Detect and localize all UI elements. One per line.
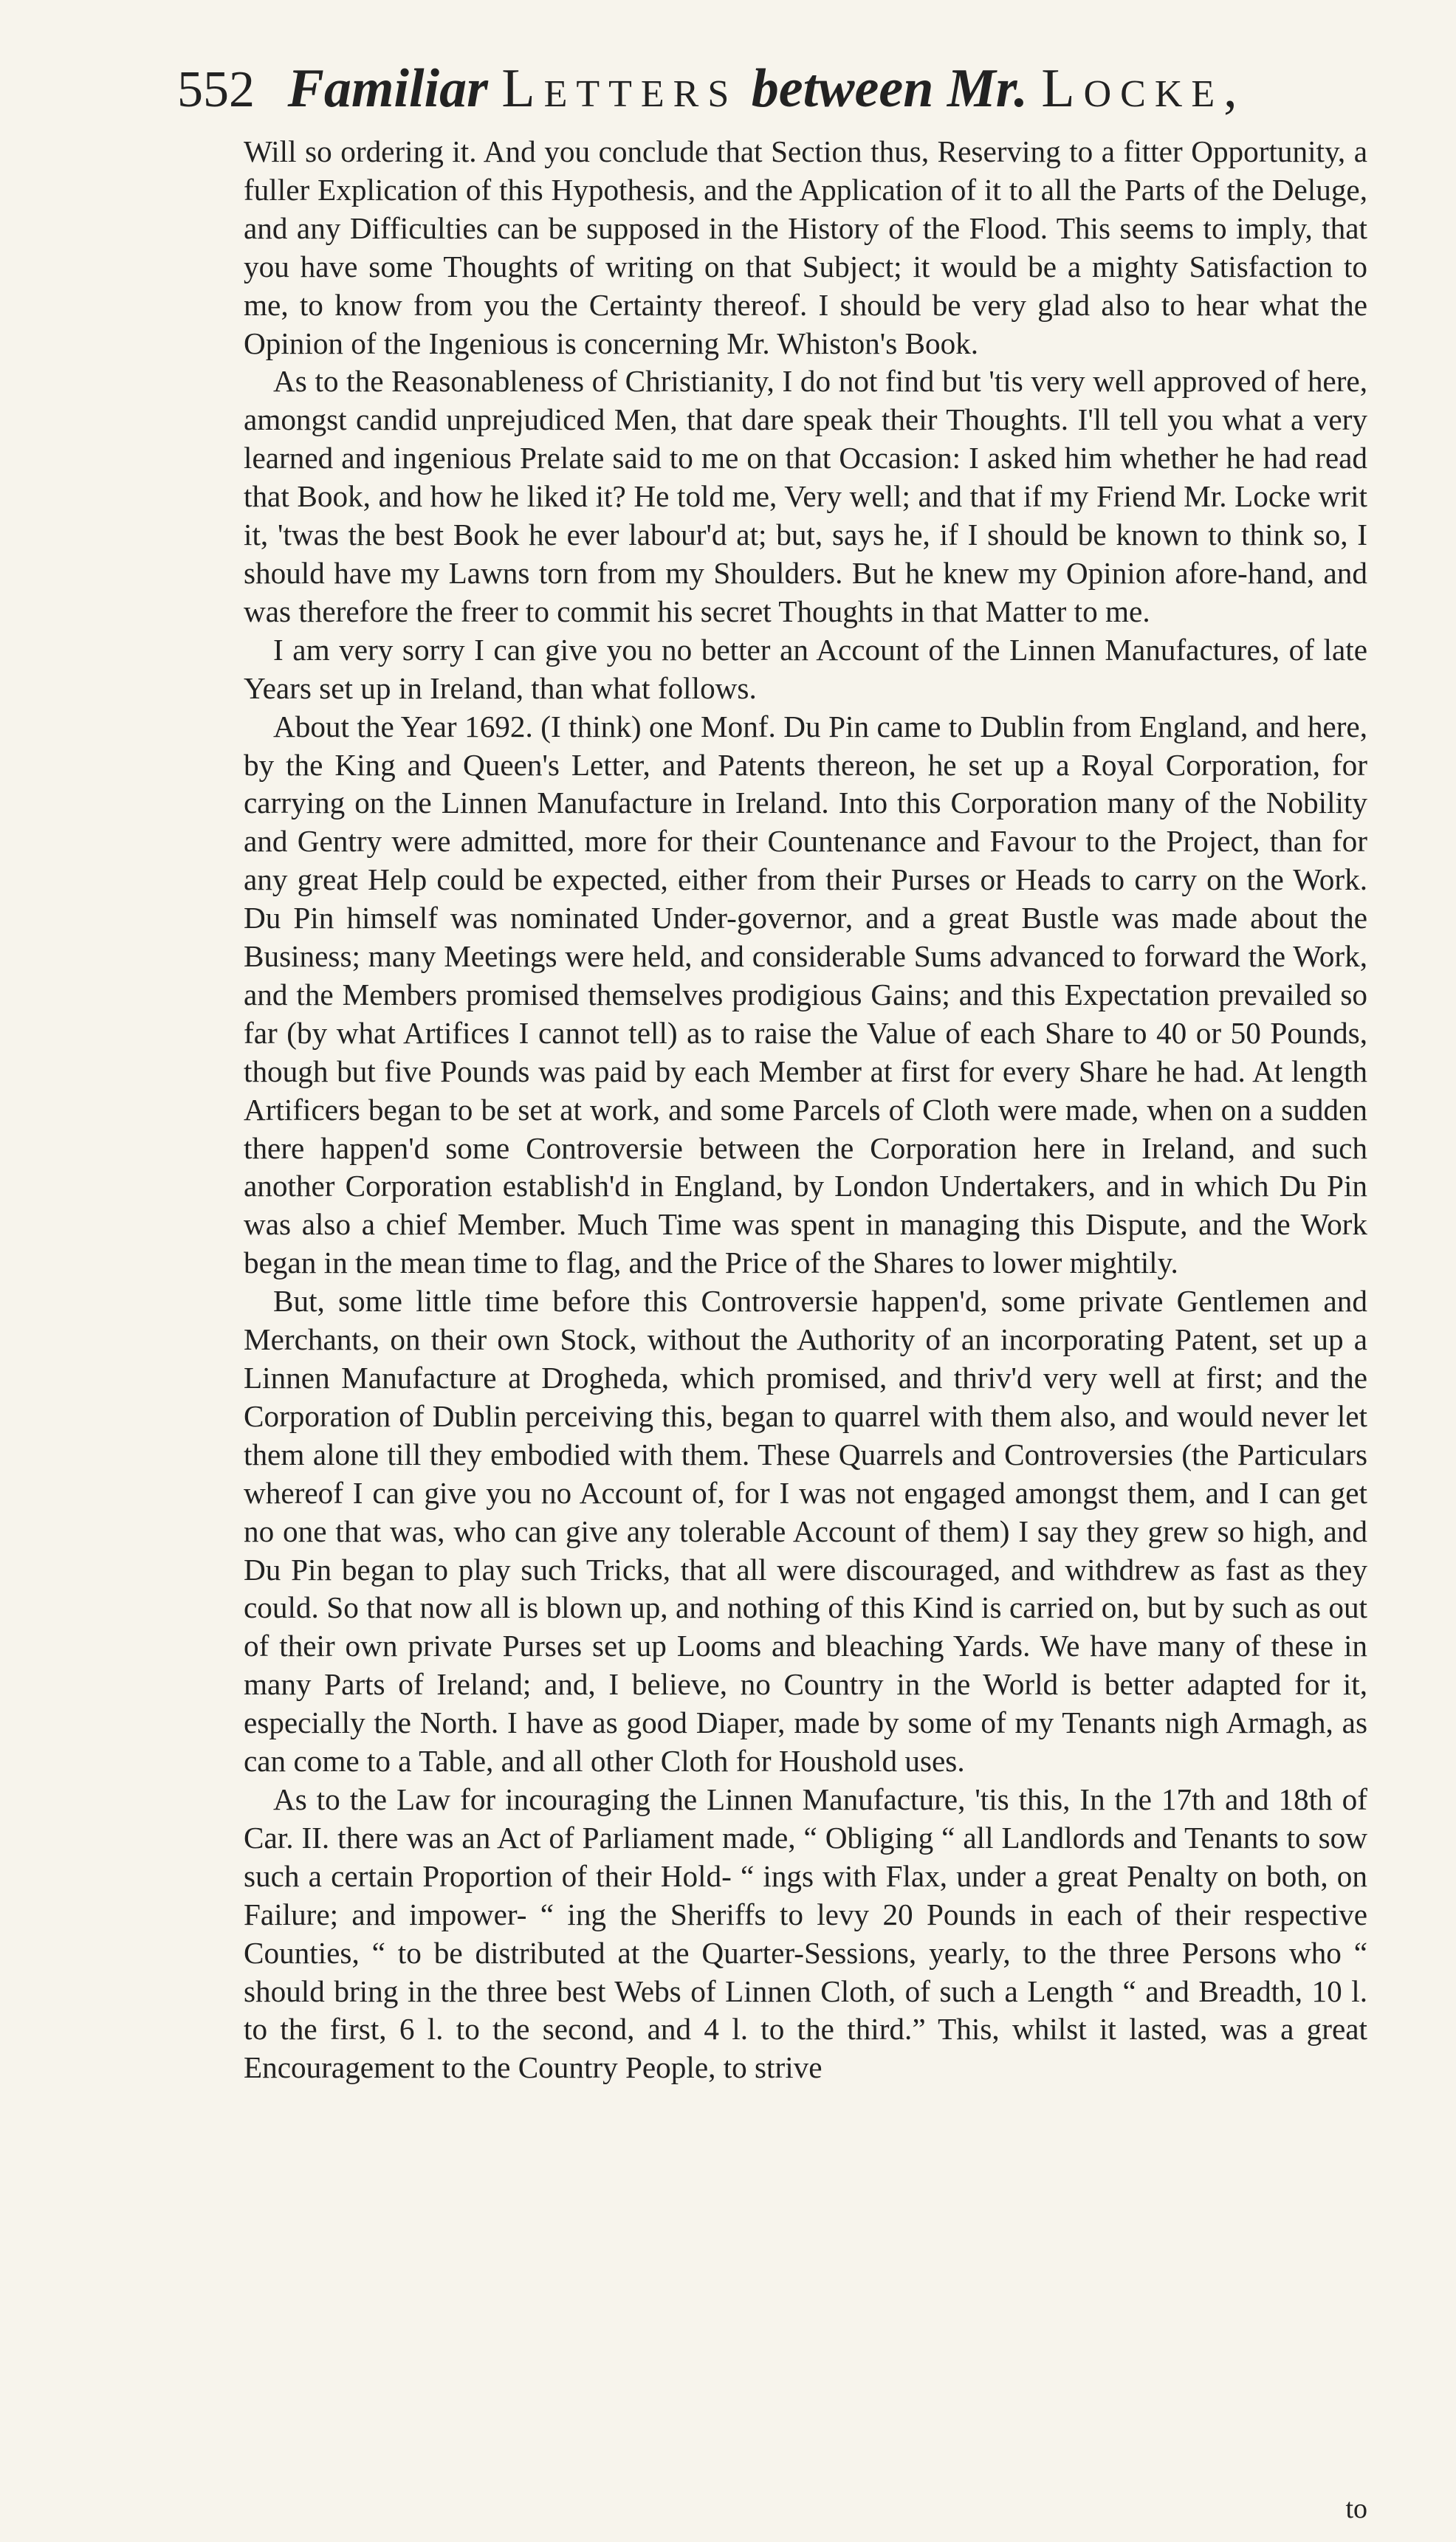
running-title-part: Letters <box>501 58 738 119</box>
paragraph: As to the Reasonableness of Christianity, I do not find but 'tis very well approved of here, amongst candid unprejudiced Men, that dare speak their Thoughts. I'll tell you what a very learned and ingenious Prelate said to me on that Occasion: I asked him whether he had read that Book, and how he liked it? He told me, Very well; and that if my Friend Mr. Locke writ it, 'twas the best Book he ever labour'd at; but, says he, if I should be known to think so, I should have my Lawns torn from my Shoulders. But he knew my Opinion afore-hand, and was therefore the freer to commit his secret Thoughts in that Matter to me. <box>244 364 1367 628</box>
paragraph: About the Year 1692. (I think) one Monf. Du Pin came to Dublin from England, and here, by the King and Queen's Letter, and Patents thereon, he set up a Royal Corporation, for carrying on the Linnen Manufacture in Ireland. Into this Corporation many of the Nobility and Gentry were admitted, more for their Countenance and Favour to the Project, than for any great Help could be expected, either from their Purses or Heads to carry on the Work. Du Pin himself was nominated Under-governor, and a great Bustle was made about the Business; many Meetings were held, and considerable Sums advanced to forward the Work, and the Members promised themselves prodigious Gains; and this Expectation prevailed so far (by what Artifices I cannot tell) as to raise the Value of each Share to 40 or 50 Pounds, though but five Pounds was paid by each Member at first for every Share he had. At length Artificers began to be set at work, and some Parcels of Cloth were made, when on a sudden there happen'd some Controversie between the Corporation here in Ireland, and such another Corporation establish'd in England, by London Undertakers, and in which Du Pin was also a chief Member. Much Time was spent in managing this Dispute, and the Work began in the mean time to flag, and the Price of the Shares to lower mightily. <box>244 709 1367 1280</box>
paragraph: As to the Law for incouraging the Linnen Manufacture, 'tis this, In the 17th and 18th of Car. II. there was an Act of Parliament made, “ Obliging “ all Landlords and Tenants to sow such a certain Proportion of their Hold- “ ings with Flax, under a great Penalty on both, on Failure; and impower- “ ing the Sheriffs to levy 20 Pounds in each of their respective Counties, “ to be distributed at the Quarter-Sessions, yearly, to the three Persons who “ should bring in the three best Webs of Linnen Cloth, of such a Length “ and Breadth, 10 l. to the first, 6 l. to the second, and 4 l. to the third.” This, whilst it lasted, was a great Encouragement to the Country People, to strive <box>244 1782 1367 2085</box>
running-title-part: Mr. <box>947 58 1028 119</box>
running-title-part: between <box>751 58 934 119</box>
running-head <box>177 44 1367 133</box>
paragraph: I am very sorry I can give you no better an Account of the Linnen Manufactures, of late Years set up in Ireland, than what follows. <box>244 632 1367 705</box>
paragraph: But, some little time before this Controversie happen'd, some private Gentlemen and Merchants, on their own Stock, without the Authority of an incorporating Patent, set up a Linnen Manufacture at Drogheda, which promised, and thriv'd very well at first; and the Corporation of Dublin perceiving this, began to quarrel with them also, and would never let them alone till they embodied with them. These Quarrels and Controversies (the Particulars whereof I can give you no Account of, for I was not engaged amongst them, and I can get no one that was, who can give any tolerable Account of them) I say they grew so high, and Du Pin began to play such Tricks, that all were discouraged, and withdrew as fast as they could. So that now all is blown up, and nothing of this Kind is carried on, but by such as out of their own private Purses set up Looms and bleaching Yards. We have many of these in many Parts of Ireland; and, I believe, no Country in the World is better adapted for it, especially the North. I have as good Diaper, made by some of my Tenants nigh Armagh, as can come to a Table, and all other Cloth for Houshold uses. <box>244 1284 1367 1779</box>
running-title-part: Locke, <box>1041 58 1246 119</box>
letter-body <box>244 133 1367 2087</box>
paragraph: Will so ordering it. And you conclude that Section thus, Reserving to a fitter Opportunity, a fuller Explication of this Hypothesis, and the Application of it to all the Parts of the Deluge, and any Difficulties can be supposed in the History of the Flood. This seems to imply, that you have some Thoughts of writing on that Subject; it would be a mighty Satisfaction to me, to know from you the Certainty thereof. I should be very glad also to hear what the Opinion of the Ingenious is concerning Mr. Whiston's Book. <box>244 134 1367 360</box>
running-title-part: Familiar <box>287 58 488 119</box>
page-number: 552 <box>177 61 255 118</box>
catchword: to <box>1345 2493 1367 2524</box>
